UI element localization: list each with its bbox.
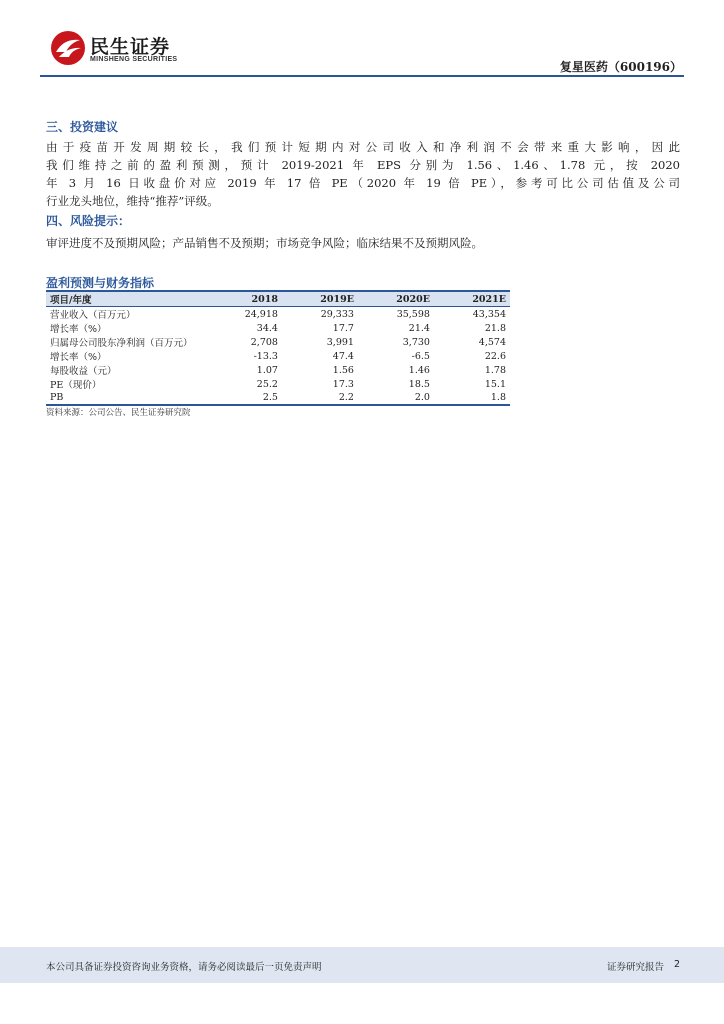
table-row (46, 349, 510, 363)
table-header-cell: 项目/年度 (46, 291, 206, 307)
company-ticker: 复星医药（600196） (559, 60, 682, 74)
table-cell: 43,354 (472, 308, 506, 320)
table-row (46, 391, 510, 405)
table-cell: 22.6 (484, 350, 506, 362)
table-header-cell: 2021E (434, 291, 510, 307)
table-cell: 1.56 (332, 364, 354, 376)
table-cell: 1.46 (408, 364, 430, 376)
table-cell: 1.8 (434, 391, 510, 405)
table-cell: 34.4 (256, 322, 278, 334)
table-cell: 2.2 (282, 391, 358, 405)
row-label: 归属母公司股东净利润（百万元） (50, 338, 193, 349)
table-cell: 35,598 (396, 308, 430, 320)
paragraph-line: 审评进度不及预期风险；产品销售不及预期；市场竞争风险；临床结果不及预期风险。 (46, 236, 483, 250)
table-source-note: 资料来源：公司公告、民生证券研究院 (46, 408, 191, 418)
company-logo (50, 30, 200, 70)
header-divider (40, 75, 684, 77)
logo-english-name: MINSHENG SECURITIES (90, 56, 178, 63)
risk-heading: 四、风险提示： (46, 214, 131, 228)
row-label: 营业收入（百万元） (50, 310, 136, 321)
table-header-cell: 2019E (282, 291, 358, 307)
table-cell: 4,574 (478, 336, 506, 348)
paragraph-line: 我们维持之前的盈利预测，预计 2019-2021 年 EPS 分别为 1.56、1.46、1.78 元，按 2020 (46, 158, 680, 172)
table-cell: 21.4 (408, 322, 430, 334)
table-row (46, 335, 510, 349)
paragraph-line: 年 3 月 16 日收盘价对应 2019 年 17 倍 PE（2020 年 19 倍 PE），参考可比公司估值及公司 (46, 176, 680, 190)
table-cell: 2.0 (358, 391, 434, 405)
investment-paragraph (46, 138, 680, 210)
page-number: 2 (673, 959, 680, 970)
investment-heading: 三、投资建议 (46, 120, 119, 134)
table-header-cell: 2018 (206, 291, 282, 307)
risk-paragraph (46, 234, 680, 252)
table-cell: 1.78 (484, 364, 506, 376)
logo-chinese-name: 民生证券 (90, 36, 171, 58)
table-header-row (46, 291, 510, 307)
table-cell: 21.8 (484, 322, 506, 334)
row-label: 每股收益（元） (50, 366, 117, 377)
table-cell: 18.5 (408, 378, 430, 390)
table-cell: 2,708 (250, 336, 278, 348)
table-row (46, 377, 510, 391)
table-cell: 47.4 (332, 350, 354, 362)
table-cell: 17.3 (332, 378, 354, 390)
table-cell: 1.07 (256, 364, 278, 376)
table-cell: 2.5 (206, 391, 282, 405)
footer-report-type: 证券研究报告 (606, 962, 664, 973)
paragraph-line: 由于疫苗开发周期较长，我们预计短期内对公司收入和净利润不会带来重大影响，因此 (46, 140, 680, 154)
row-label: PB (46, 391, 206, 405)
table-row (46, 363, 510, 377)
table-row (46, 321, 510, 335)
footer-disclaimer: 本公司具备证券投资咨询业务资格，请务必阅读最后一页免责声明 (46, 962, 322, 973)
table-cell: 24,918 (244, 308, 278, 320)
row-label: PE（现价） (50, 380, 102, 391)
table-cell: 3,991 (326, 336, 354, 348)
table-cell: 15.1 (484, 378, 506, 390)
table-title: 盈利预测与财务指标 (46, 276, 155, 290)
row-label: 增长率（%） (50, 324, 107, 335)
table-cell: 25.2 (256, 378, 278, 390)
financial-forecast-table (46, 290, 510, 406)
page-footer (0, 947, 724, 983)
minsheng-logo-icon (50, 30, 86, 66)
table-cell: 17.7 (332, 322, 354, 334)
table-header-cell: 2020E (358, 291, 434, 307)
row-label: 增长率（%） (50, 352, 107, 363)
table-cell: -13.3 (253, 350, 278, 362)
table-cell: 3,730 (402, 336, 430, 348)
paragraph-line: 行业龙头地位，维持“推荐”评级。 (46, 194, 219, 208)
table-cell: -6.5 (411, 350, 430, 362)
table-row (46, 307, 510, 322)
table-cell: 29,333 (320, 308, 354, 320)
